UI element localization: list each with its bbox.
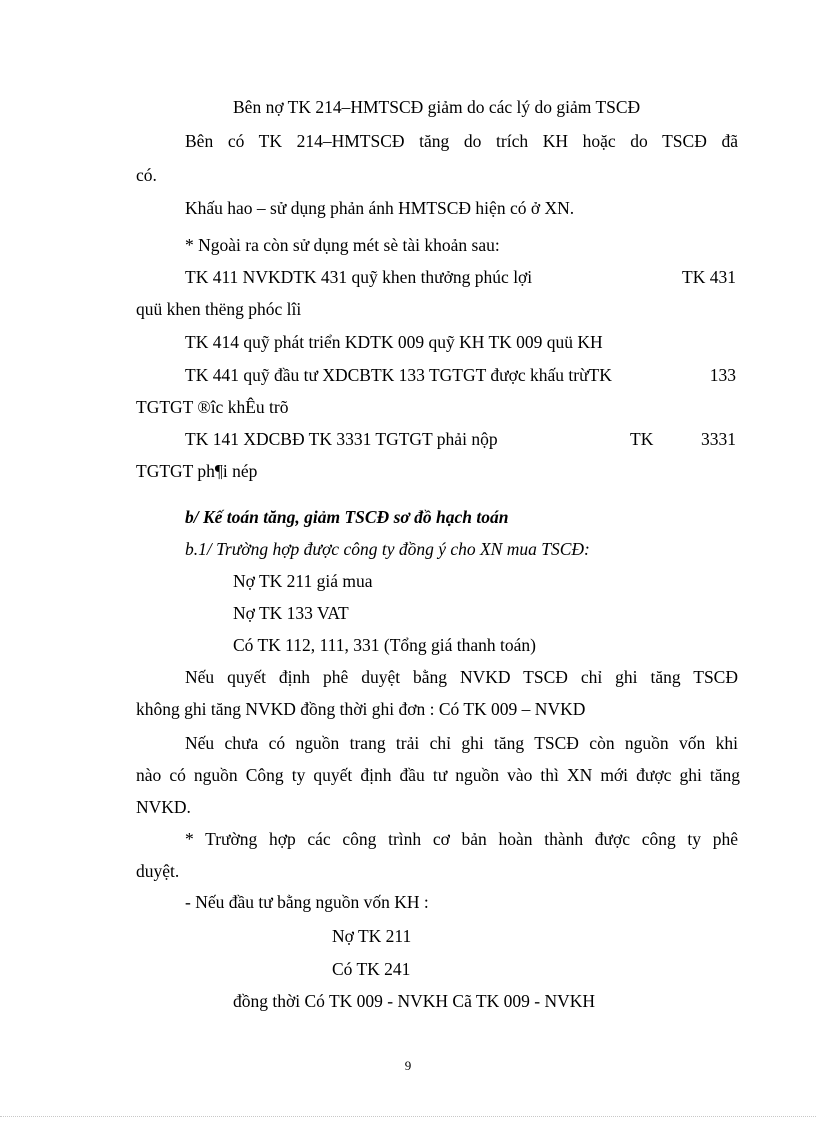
text-line: TGTGT ®îc khÊu trõ bbox=[136, 397, 289, 417]
text-line: duyệt. bbox=[136, 861, 180, 881]
text-line: Nếu quyết định phê duyệt bằng NVKD TSCĐ chỉ ghi tăng TSCĐ bbox=[185, 667, 738, 687]
text-line: 3331 bbox=[701, 429, 736, 449]
page-number: 9 bbox=[404, 1058, 412, 1073]
text-line: nào có nguồn Công ty quyết định đầu tư nguồn vào thì XN mới được ghi tăng bbox=[136, 765, 740, 785]
section-heading: b/ Kế toán tăng, giảm TSCĐ sơ đồ hạch toán bbox=[185, 507, 509, 527]
text-line: Bên nợ TK 214–HMTSCĐ giảm do các lý do giảm TSCĐ bbox=[233, 97, 641, 117]
text-line: TK bbox=[630, 429, 654, 449]
text-line: 133 bbox=[709, 365, 736, 385]
text-line: TGTGT ph¶i nép bbox=[136, 461, 258, 481]
text-line: Bên có TK 214–HMTSCĐ tăng do trích KH hoặc do TSCĐ đã bbox=[185, 131, 738, 151]
page-divider bbox=[0, 1116, 816, 1117]
text-line: TK 431 bbox=[682, 267, 736, 287]
text-line: TK 441 quỹ đầu tư XDCBTK 133 TGTGT được khấu trừTK bbox=[185, 365, 612, 385]
text-line: TK 414 quỹ phát triển KDTK 009 quỹ KH TK 009 quü KH bbox=[185, 332, 603, 352]
text-line: Có TK 112, 111, 331 (Tổng giá thanh toán) bbox=[233, 635, 536, 655]
text-line: Nợ TK 211 giá mua bbox=[233, 571, 373, 591]
text-line: * Trường hợp các công trình cơ bản hoàn thành được công ty phê bbox=[185, 829, 738, 849]
text-line: * Ngoài ra còn sử dụng mét sè tài khoản sau: bbox=[185, 235, 500, 255]
text-line: TK 411 NVKDTK 431 quỹ khen thưởng phúc lợi bbox=[185, 267, 533, 287]
text-line: Nợ TK 211 bbox=[332, 926, 412, 946]
text-line: có. bbox=[136, 165, 157, 185]
text-line: TK 141 XDCBĐ TK 3331 TGTGT phải nộp bbox=[185, 429, 498, 449]
text-line: NVKD. bbox=[136, 797, 191, 817]
text-line: Khấu hao – sử dụng phản ánh HMTSCĐ hiện có ở XN. bbox=[185, 198, 575, 218]
text-line: Nếu chưa có nguồn trang trải chỉ ghi tăng TSCĐ còn nguồn vốn khi bbox=[185, 733, 738, 753]
text-line: Có TK 241 bbox=[332, 959, 411, 979]
text-line: không ghi tăng NVKD đồng thời ghi đơn : Có TK 009 – NVKD bbox=[136, 699, 586, 719]
text-line: Nợ TK 133 VAT bbox=[233, 603, 349, 623]
text-line: - Nếu đầu tư bằng nguồn vốn KH : bbox=[185, 892, 429, 912]
text-line: đồng thời Có TK 009 - NVKH Cã TK 009 - NVKH bbox=[233, 991, 595, 1011]
text-line: quü khen thëng phóc lîi bbox=[136, 299, 302, 319]
subsection-heading: b.1/ Trường hợp được công ty đồng ý cho XN mua TSCĐ: bbox=[185, 539, 590, 559]
